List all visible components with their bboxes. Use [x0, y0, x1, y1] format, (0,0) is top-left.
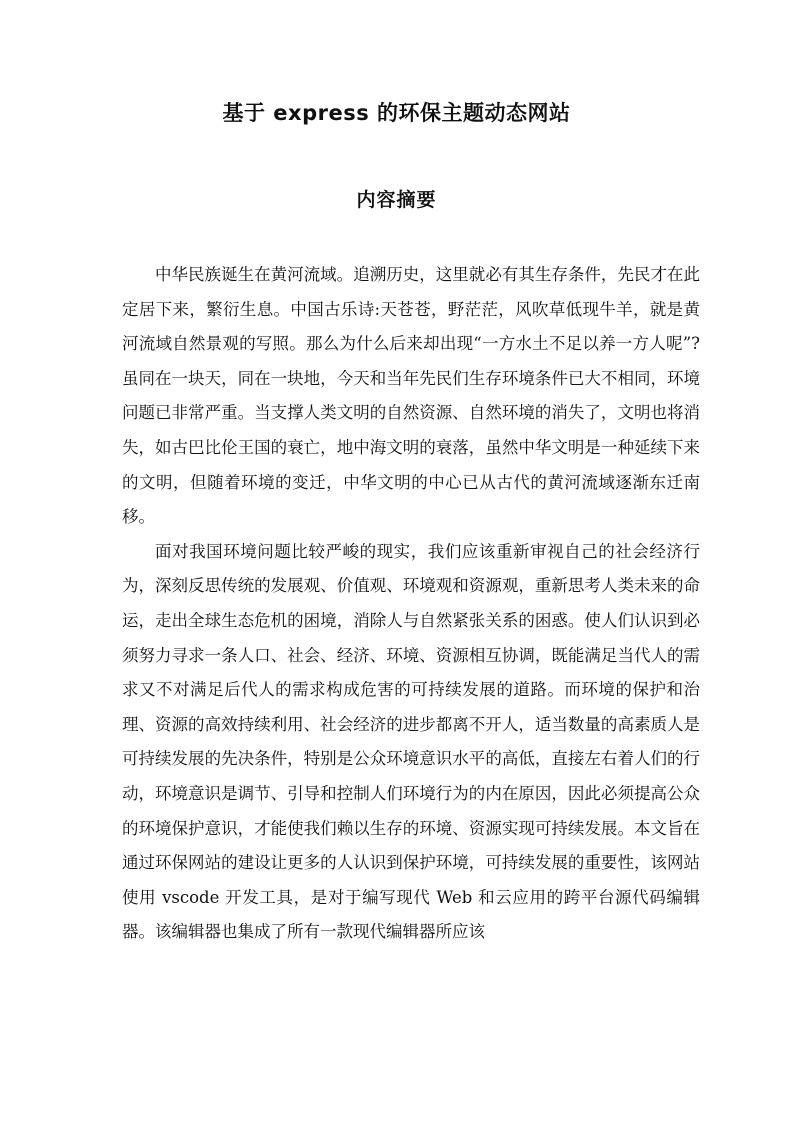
abstract-paragraph-2: 面对我国环境问题比较严峻的现实，我们应该重新审视自己的社会经济行为，深刻反思传统的发展观、价值观、环境观和资源观，重新思考人类未来的命运，走出全球生态危机的困境，消除人与自然紧张关系的困惑。使人们认识到必须努力寻求一条人口、社会、经济、环境、资源相互协调，既能满足当代人的需求又不对满足后代人的需求构成危害的可持续发展的道路。而环境的保护和治理、资源的高效持续利用、社会经济的进步都离不开人，适当数量的高素质人是可持续发展的先决条件，特别是公众环境意识水平的高低，直接左右着人们的行动，环境意识是调节、引导和控制人们环境行为的内在原因，因此必须提高公众的环境保护意识，才能使我们赖以生存的环境、资源实现可持续发展。本文旨在通过环保网站的建设让更多的人认识到保护环境，可持续发展的重要性，该网站使用 vscode 开发工具，是对于编写现代 Web 和云应用的跨平台源代码编辑器。该编辑器也集成了所有一款现代编辑器所应该 [122, 541, 700, 942]
abstract-paragraph-1: 中华民族诞生在黄河流域。追溯历史，这里就必有其生存条件，先民才在此定居下来，繁衍生息。中国古乐诗:天苍苍，野茫茫，风吹草低现牛羊，就是黄河流域自然景观的写照。那么为什么后来却出现“一方水土不足以养一方人呢”?虽同在一块天，同在一块地，今天和当年先民们生存环境条件已大不相同，环境问题已非常严重。当支撑人类文明的自然资源、自然环境的消失了，文明也将消失，如古巴比伦王国的衰亡，地中海文明的衰落，虽然中华文明是一种延续下来的文明，但随着环境的变迁，中华文明的中心已从古代的黄河流域逐渐东迁南移。 [122, 265, 700, 527]
abstract-body [122, 258, 700, 950]
document-title: 基于 express 的环保主题动态网站 [222, 101, 571, 125]
abstract-heading: 内容摘要 [356, 189, 437, 211]
